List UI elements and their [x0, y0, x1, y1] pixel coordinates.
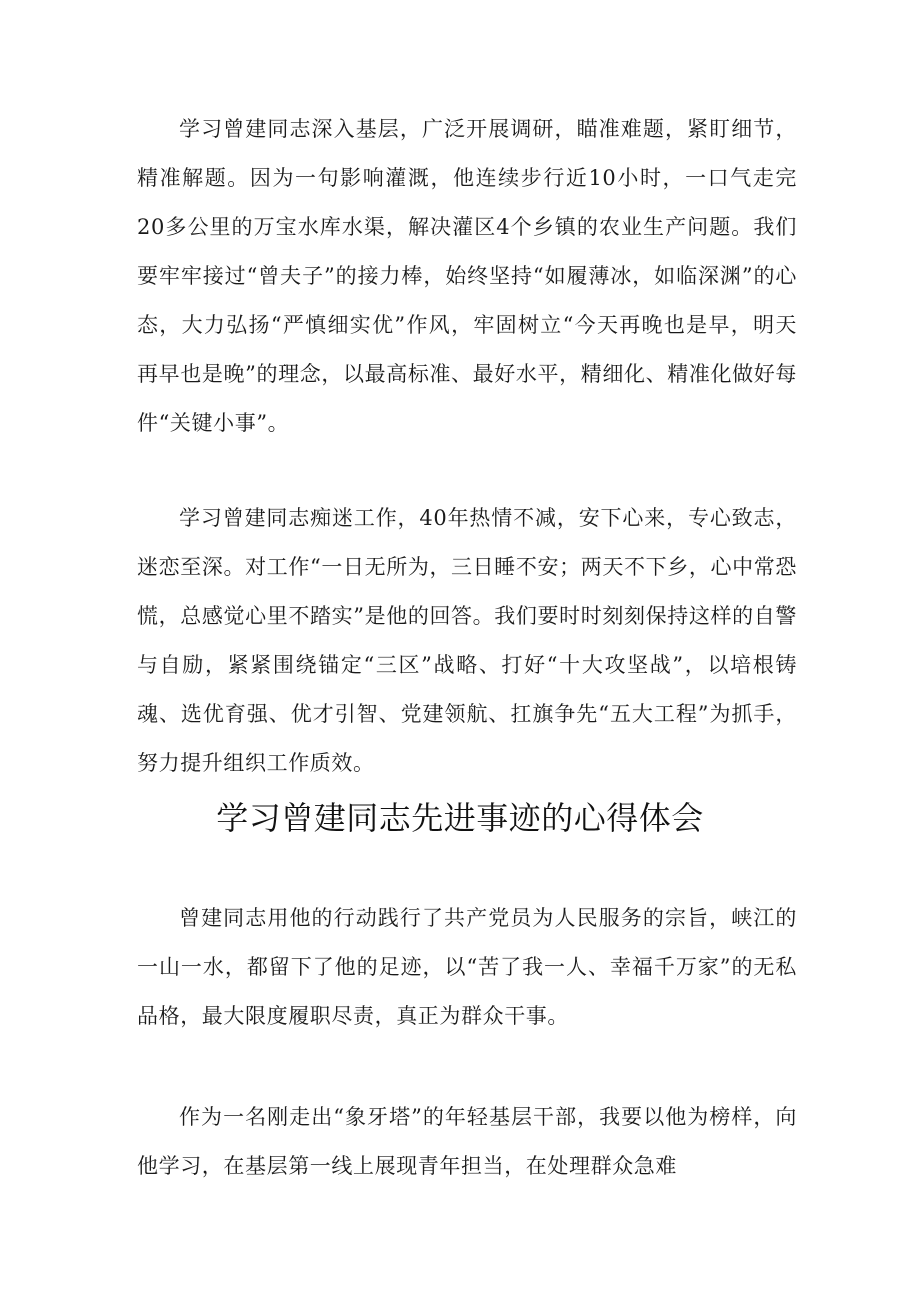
body-paragraph: 学习曾建同志深入基层，广泛开展调研，瞄准难题，紧盯细节，精准解题。因为一句影响灌溉，他连续步行近10小时，一口气走完20多公里的万宝水库水渠，解决灌区4个乡镇的农业生产问题。我们要牢牢接过“曾夫子”的接力棒，始终坚持“如履薄冰，如临深渊”的心态，大力弘扬“严慎细实优”作风，牢固树立“今天再晚也是早，明天再早也是晚”的理念，以最高标准、最好水平，精细化、精准化做好每件“关键小事”。: [137, 117, 797, 435]
body-paragraph: 作为一名刚走出“象牙塔”的年轻基层干部，我要以他为榜样，向他学习，在基层第一线上展现青年担当，在处理群众急难: [137, 1105, 797, 1178]
body-paragraph: 学习曾建同志痴迷工作，40年热情不减，安下心来，专心致志，迷恋至深。对工作“一日无所为，三日睡不安；两天不下乡，心中常恐慌，总感觉心里不踏实”是他的回答。我们要时时刻刻保持这样的自警与自励，紧紧围绕锚定“三区”战略、打好“十大攻坚战”，以培根铸魂、选优育强、优才引智、党建领航、扛旗争先“五大工程”为抓手，努力提升组织工作质效。: [137, 506, 797, 775]
body-paragraph: 曾建同志用他的行动践行了共产党员为人民服务的宗旨，峡江的一山一水，都留下了他的足迹，以“苦了我一人、幸福千万家”的无私品格，最大限度履职尽责，真正为群众干事。: [137, 906, 797, 1028]
section-title: 学习曾建同志先进事迹的心得体会: [216, 799, 704, 837]
